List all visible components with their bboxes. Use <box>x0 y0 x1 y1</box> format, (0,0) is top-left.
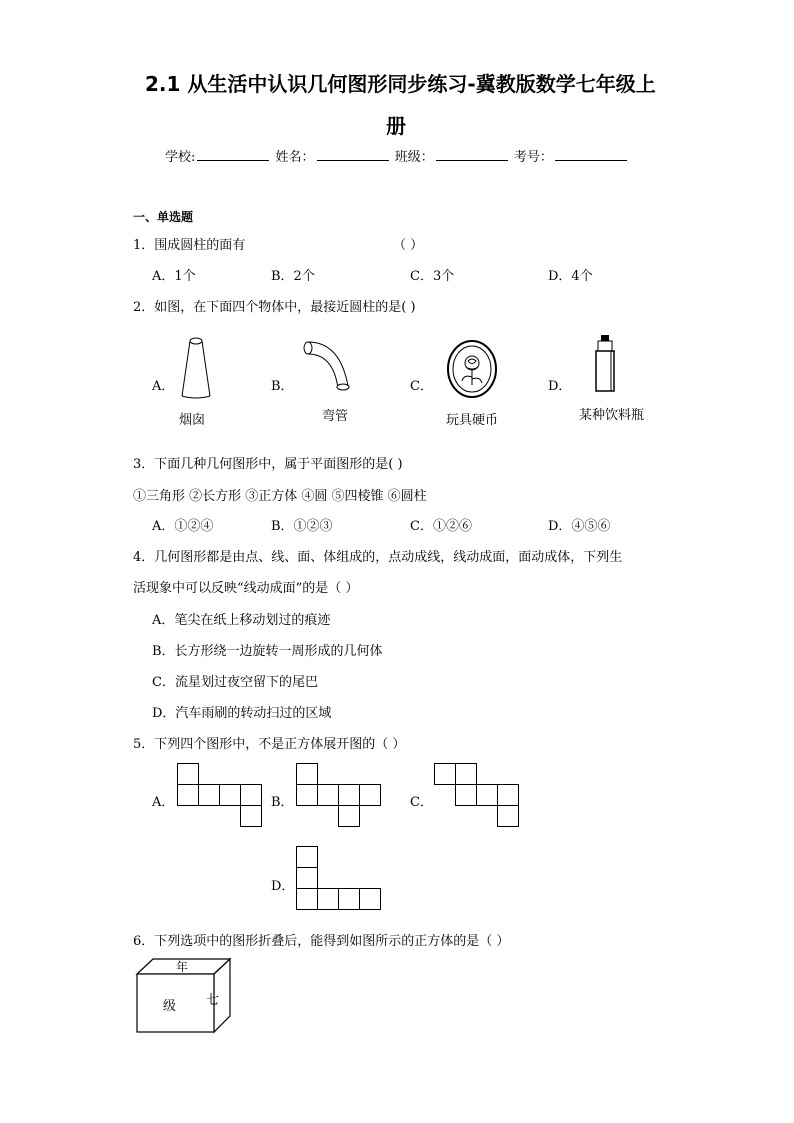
q6-stem: 6．下列选项中的图形折叠后，能得到如图所示的正方体的是（ ） <box>133 934 510 949</box>
q5-letter-a: A． <box>152 795 175 810</box>
q6-cube-front-label: 级 <box>163 999 177 1014</box>
class-blank[interactable] <box>436 148 508 161</box>
q3-items: ①三角形 ②长方形 ③正方体 ④圆 ⑤四棱锥 ⑥圆柱 <box>133 489 427 504</box>
class-label: 班级： <box>394 150 434 165</box>
q5-letter-c: C． <box>410 795 433 810</box>
school-blank[interactable] <box>197 148 269 161</box>
exam-number-blank[interactable] <box>555 148 627 161</box>
q4-option-a: A．笔尖在纸上移动划过的痕迹 <box>152 613 331 628</box>
name-label: 姓名： <box>275 150 315 165</box>
q1-stem: 1．围成圆柱的面有 <box>133 238 246 253</box>
q3-stem: 3．下面几种几何图形中，属于平面图形的是( ) <box>133 457 403 472</box>
q5-net-a <box>177 763 267 831</box>
q3-option-c: C．①②⑥ <box>410 519 472 534</box>
q3-option-a: A．①②④ <box>152 519 214 534</box>
q5-net-d <box>296 846 386 914</box>
page-title-line1: 2.1 从生活中认识几何图形同步练习-冀教版数学七年级上 <box>145 72 656 96</box>
drink-bottle-image <box>590 334 620 394</box>
q1-option-c: C．3个 <box>410 269 455 284</box>
q2-letter-a: A． <box>152 379 175 394</box>
q1-option-b: B．2个 <box>271 269 315 284</box>
q5-net-b <box>296 763 386 831</box>
q5-stem: 5．下列四个图形中，不是正方体展开图的（ ） <box>133 737 406 752</box>
student-info-fields <box>165 146 629 165</box>
q2-caption-bottle: 某种饮料瓶 <box>579 408 645 423</box>
q6-cube-right-label: 七 <box>206 993 220 1008</box>
q3-option-d: D．④⑤⑥ <box>548 519 611 534</box>
q5-letter-b: B． <box>271 795 294 810</box>
name-blank[interactable] <box>317 148 389 161</box>
chimney-image <box>176 336 216 400</box>
exam-number-label: 考号： <box>513 150 553 165</box>
bent-pipe-image <box>300 340 360 395</box>
q2-caption-chimney: 烟囱 <box>179 413 206 428</box>
school-label: 学校: <box>165 150 196 165</box>
q2-stem: 2．如图，在下面四个物体中，最接近圆柱的是( ) <box>133 300 416 315</box>
q4-option-b: B．长方形绕一边旋转一周形成的几何体 <box>152 644 383 659</box>
q4-stem-line2: 活现象中可以反映“线动成面”的是（ ） <box>133 581 359 596</box>
q5-letter-d: D． <box>271 879 295 894</box>
q6-cube-top-label: 年 <box>176 960 189 974</box>
q2-letter-d: D． <box>548 379 572 394</box>
q5-net-c <box>434 763 524 831</box>
section-heading: 一、单选题 <box>133 210 194 224</box>
page-title-line2: 册 <box>386 114 406 138</box>
q3-option-b: B．①②③ <box>271 519 333 534</box>
q2-letter-b: B． <box>271 379 294 394</box>
q4-option-c: C．流星划过夜空留下的尾巴 <box>152 675 318 690</box>
q2-caption-coin: 玩具硬币 <box>446 413 499 428</box>
q2-letter-c: C． <box>410 379 433 394</box>
q1-answer-paren: （ ） <box>393 238 424 253</box>
q2-caption-pipe: 弯管 <box>322 409 349 424</box>
q4-option-d: D．汽车雨刷的转动扫过的区域 <box>152 706 332 721</box>
q1-option-a: A．1个 <box>152 269 196 284</box>
q4-stem-line1: 4．几何图形都是由点、线、面、体组成的，点动成线，线动成面，面动成体，下列生 <box>133 550 623 565</box>
toy-coin-image <box>444 339 500 399</box>
q1-option-d: D．4个 <box>548 269 593 284</box>
